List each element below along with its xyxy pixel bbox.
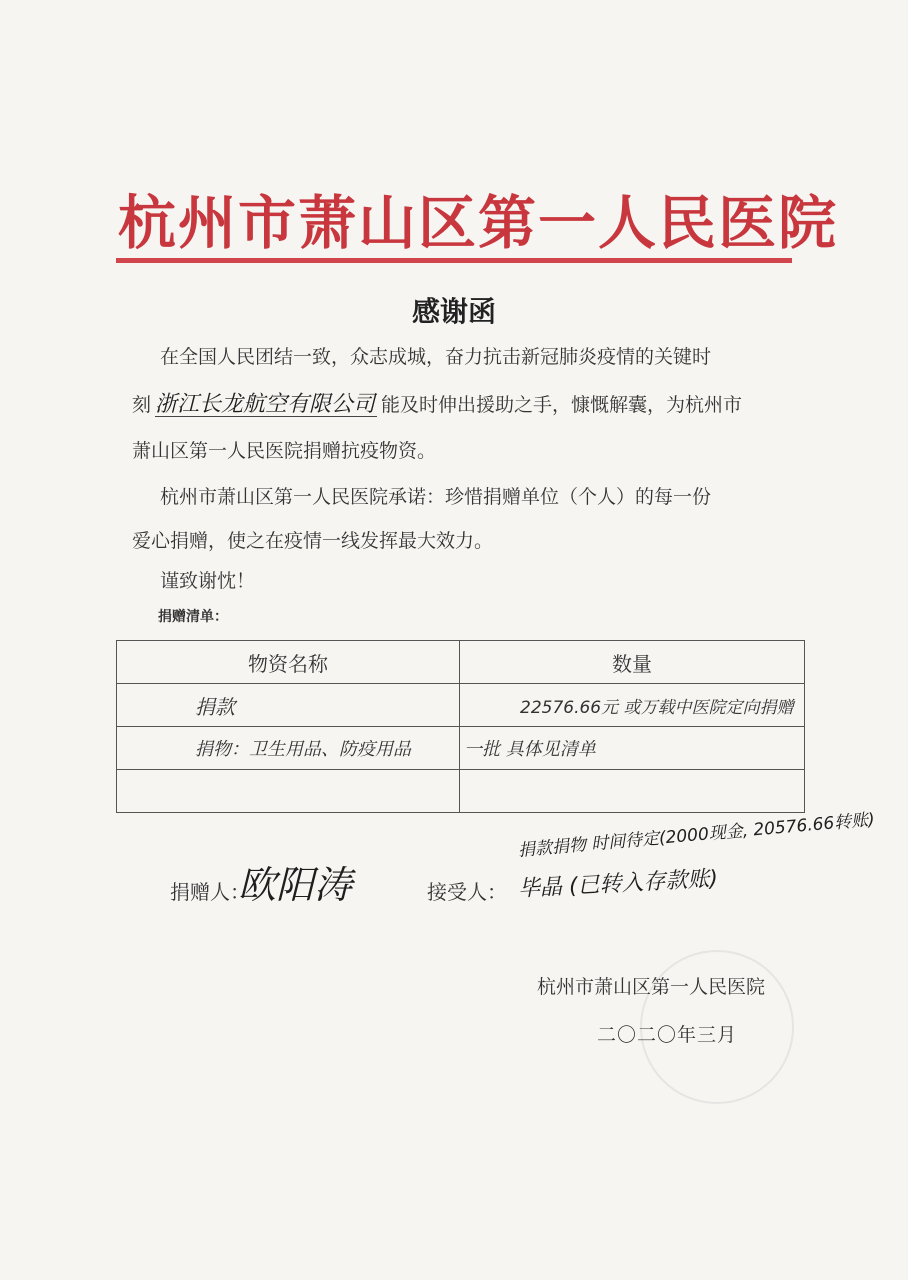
body-paragraph-2-line-2: 爱心捐赠，使之在疫情一线发挥最大效力。 [132,530,494,552]
donor-label: 捐赠人： [170,880,250,904]
table-header-row [117,641,805,684]
receiver-note-handwritten: 捐款捐物 时间待定(2000现金, 20576.66转账) [517,809,876,861]
hospital-letterhead: 杭州市萧山区第一人民医院 [118,189,839,257]
body-paragraph-1-line-3: 萧山区第一人民医院捐赠抗疫物资。 [132,440,437,462]
table-cell [117,770,460,813]
receiver-signature: 毕晶 (已转入存款账) [517,866,719,902]
header-item-name: 物资名称 [117,641,460,684]
table-row [117,770,805,813]
table-row [117,684,805,727]
table-cell: 捐款 [117,684,460,727]
donation-table [116,640,805,813]
table-cell: 22576.66元 或万载中医院定向捐赠 [460,684,805,727]
body-prefix: 刻 [132,394,152,416]
donation-list-label: 捐赠清单： [158,609,228,625]
footer-organization: 杭州市萧山区第一人民医院 [537,976,766,998]
table-cell: 捐物：卫生用品、防疫用品 [117,727,460,770]
footer-date: 二〇二〇年三月 [597,1024,738,1046]
closing-thanks: 谨致谢忱！ [160,570,256,592]
table-cell [460,770,805,813]
body-paragraph-2-line-1: 杭州市萧山区第一人民医院承诺：珍惜捐赠单位（个人）的每一份 [160,486,712,508]
body-paragraph-1-line-1: 在全国人民团结一致，众志成城，奋力抗击新冠肺炎疫情的关键时 [160,346,712,368]
donor-signature: 欧阳涛 [238,863,353,907]
table-row [117,727,805,770]
header-quantity: 数量 [460,641,805,684]
letterhead-red-line [116,258,792,263]
document-title: 感谢函 [411,295,496,328]
body-suffix: 能及时伸出援助之手，慷慨解囊，为杭州市 [381,394,743,416]
donor-name-handwritten: 浙江长龙航空有限公司 [155,392,376,417]
receiver-label: 接受人： [427,880,507,904]
body-paragraph-1-line-2 [132,394,742,417]
table-cell: 一批 具体见清单 [460,727,805,770]
